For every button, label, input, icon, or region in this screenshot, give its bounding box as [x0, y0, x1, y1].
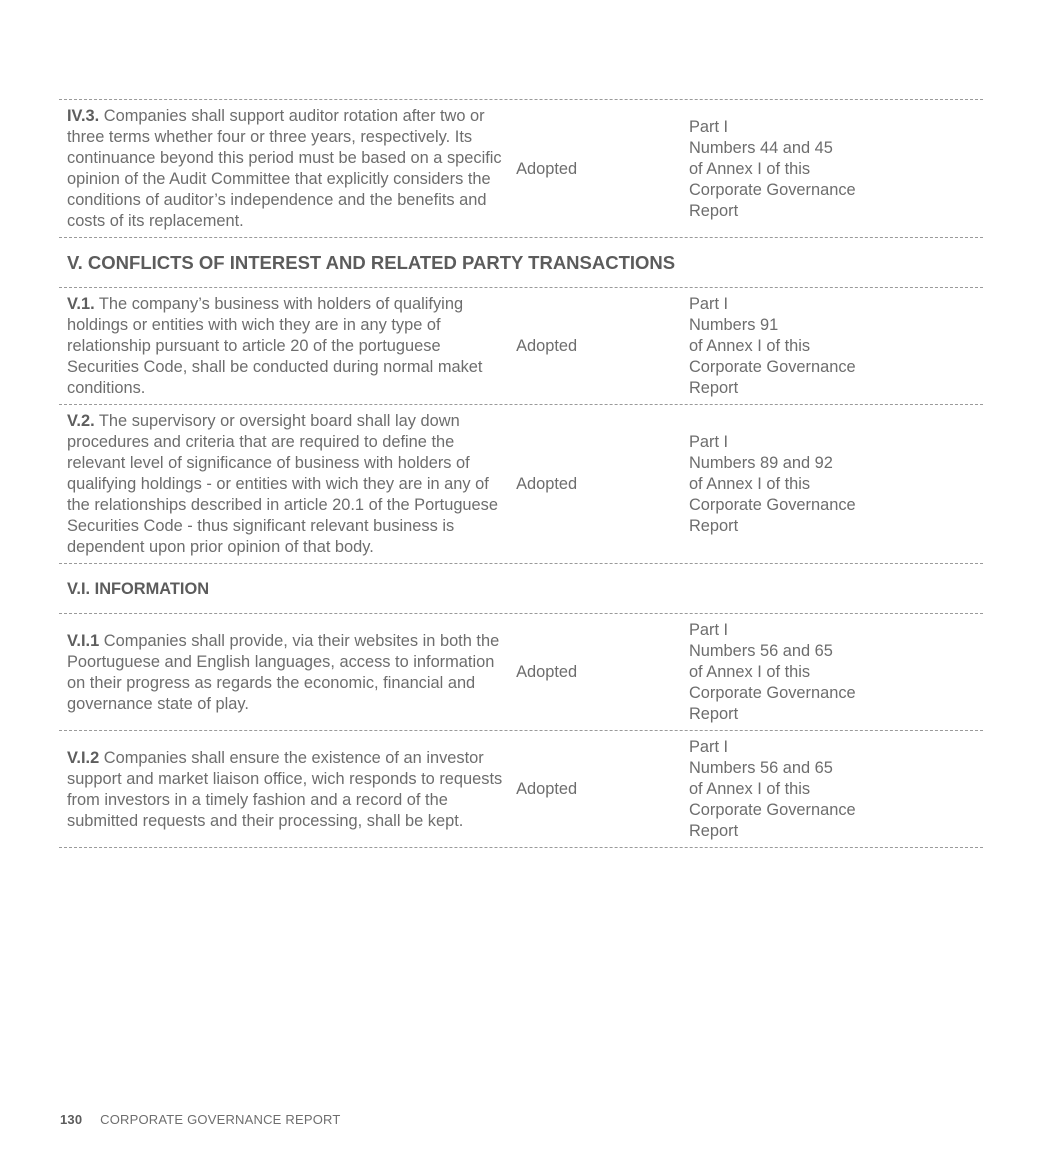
report-reference — [689, 620, 983, 725]
section-heading: V. CONFLICTS OF INTEREST AND RELATED PARTY TRANSACTIONS — [67, 252, 676, 273]
reference-line: Corporate Governance — [688, 180, 856, 199]
reference-line: Part I — [688, 117, 729, 136]
recommendation-text — [59, 106, 508, 232]
governance-table — [59, 99, 983, 848]
reference-line: of Annex I of this — [688, 663, 811, 681]
reference-line: of Annex I of this — [688, 475, 811, 493]
adoption-status: Adopted — [516, 780, 578, 798]
reference-line: Corporate Governance — [688, 358, 856, 376]
recommendation-body: Companies shall provide, via their websites in both the Poortuguese and English languages, access to information on their progress as regards the economic, financial and governance state of play. — [67, 631, 500, 713]
page-footer — [60, 1112, 341, 1127]
reference-line: Numbers 89 and 92 — [688, 454, 833, 472]
table-row — [59, 405, 983, 563]
reference-line: Report — [688, 379, 739, 397]
reference-line: Corporate Governance — [688, 496, 856, 514]
recommendation-text — [59, 294, 508, 399]
reference-line: Report — [688, 822, 739, 840]
reference-line: Part I — [688, 621, 729, 639]
reference-line: Corporate Governance — [688, 801, 856, 819]
reference-line: Part I — [688, 433, 729, 451]
report-reference — [689, 294, 983, 399]
table-row — [59, 288, 983, 404]
reference-line: Numbers 56 and 65 — [688, 642, 833, 660]
adoption-status: Adopted — [516, 475, 578, 493]
adoption-status: Adopted — [516, 663, 578, 681]
recommendation-code: IV.3. — [67, 107, 100, 125]
reference-line: of Annex I of this — [688, 159, 811, 178]
recommendation-body: The supervisory or oversight board shall lay down procedures and criteria that are required to define the relevant level of significance of business with holders of qualifying holdings - or entities with wich they are in any of the relationships described in article 20.1 of the Portuguese Securities Code - thus significant relevant business is dependent upon prior opinion of that body. — [67, 412, 498, 556]
reference-line: Report — [688, 517, 739, 535]
recommendation-code: V.2. — [67, 412, 95, 430]
section-heading: V.I. INFORMATION — [67, 580, 210, 598]
recommendation-body: Companies shall ensure the existence of an investor support and market liaison office, wich responds to requests from investors in a timely fashion and a record of the submitted requests and their processing, shall be kept. — [67, 748, 503, 830]
table-row — [59, 731, 983, 847]
reference-line: Part I — [688, 738, 729, 756]
report-reference — [689, 737, 983, 842]
reference-line: Report — [688, 705, 739, 723]
divider — [59, 847, 983, 848]
table-row — [59, 100, 983, 237]
reference-line: Numbers 91 — [688, 316, 779, 334]
recommendation-text — [59, 411, 508, 558]
reference-line: Numbers 56 and 65 — [688, 759, 833, 777]
reference-line: Corporate Governance — [688, 684, 856, 702]
reference-line: Part I — [688, 295, 729, 313]
recommendation-code: V.I.2 — [67, 748, 100, 767]
reference-line: of Annex I of this — [688, 780, 811, 798]
reference-line: Report — [688, 201, 739, 220]
recommendation-code: V.I.1 — [67, 631, 100, 650]
adoption-status: Adopted — [516, 337, 578, 355]
recommendation-body: Companies shall support auditor rotation after two or three terms whether four or three years, respectively. Its continuance beyond this period must be based on a specific opinion of the Audit Committee that explicitly considers the conditions of auditor’s independence and the benefits and costs of its replacement. — [67, 107, 502, 230]
page-number: 130 — [60, 1112, 83, 1127]
recommendation-text — [59, 748, 508, 832]
adoption-status: Adopted — [516, 159, 578, 178]
report-reference — [689, 117, 983, 222]
table-row — [59, 614, 983, 730]
recommendation-body: The company’s business with holders of qualifying holdings or entities with wich they are in any type of relationship pursuant to article 20 of the portuguese Securities Code, shall be conducted during normal maket conditions. — [67, 295, 483, 397]
report-reference — [689, 432, 983, 537]
reference-line: of Annex I of this — [688, 337, 811, 355]
reference-line: Numbers 44 and 45 — [688, 138, 833, 157]
recommendation-text — [59, 631, 508, 715]
report-title: CORPORATE GOVERNANCE REPORT — [100, 1112, 341, 1127]
recommendation-code: V.1. — [67, 295, 95, 313]
